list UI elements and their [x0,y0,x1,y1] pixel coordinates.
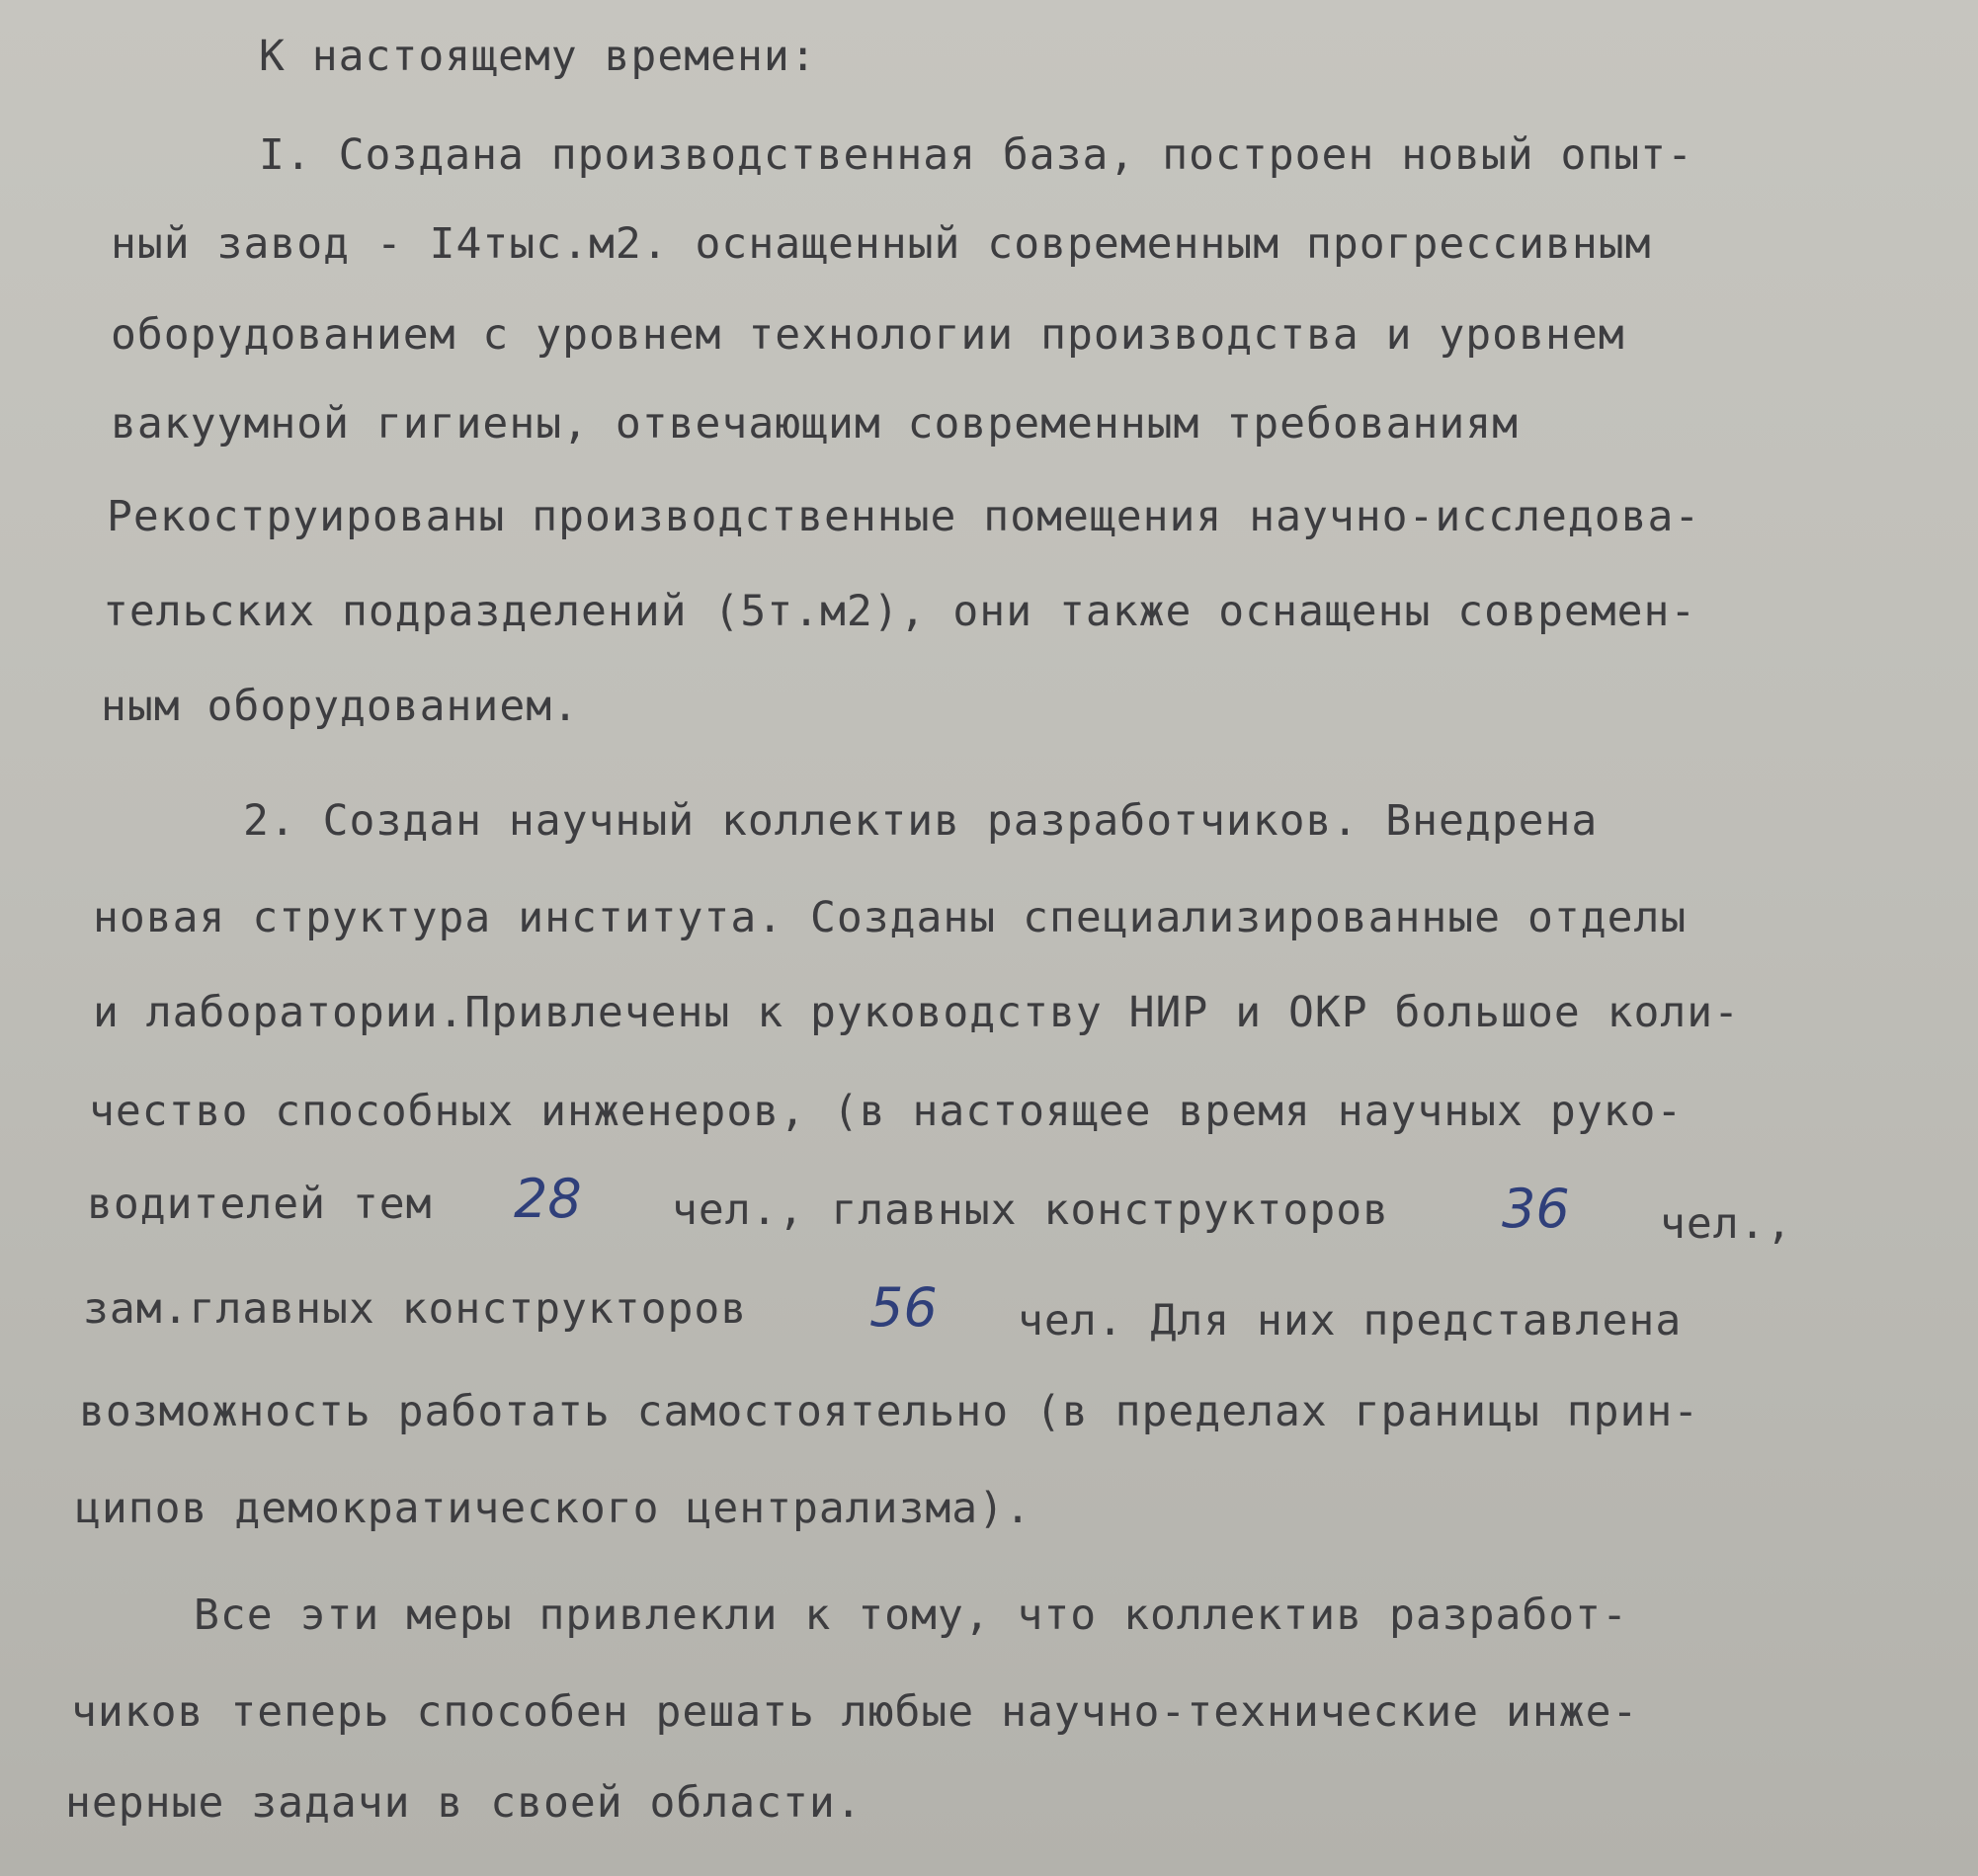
text-line: новая структура института. Созданы специализированные отделы [93,893,1688,942]
text-line: чел., [1660,1199,1793,1249]
text-line: зам.главных конструкторов [83,1284,748,1334]
text-line: К настоящему времени: [259,32,817,81]
text-line: I. Создана производственная база, построен новый опыт- [259,130,1693,180]
text-line: вакуумной гигиены, отвечающим современным требованиям [111,399,1520,449]
handwritten-number: 28 [514,1168,582,1230]
text-line: Все эти меры привлекли к тому, что коллектив разработ- [194,1591,1628,1640]
handwritten-number: 36 [1502,1178,1570,1240]
text-line: чел., главных конструкторов [672,1185,1389,1235]
handwritten-number: 56 [869,1276,938,1339]
text-line: тельских подразделений (5т.м2), они также оснащены современ- [103,587,1697,636]
text-line: чел. Для них представлена [1018,1296,1683,1346]
text-line: ципов демократического централизма). [75,1484,1031,1533]
text-line: ный завод - I4тыс.м2. оснащенный современным прогрессивным [111,219,1652,269]
text-line: и лаборатории.Привлечены к руководству НИР и ОКР большое коли- [93,988,1741,1037]
text-line: ным оборудованием. [101,682,579,731]
text-line: чиков теперь способен решать любые научно-технические инже- [71,1687,1639,1737]
text-line: чество способных инженеров, (в настоящее время научных руко- [89,1087,1684,1136]
text-line: 2. Создан научный коллектив разработчиков. Внедрена [243,796,1599,846]
text-line: нерные задачи в своей области. [65,1778,863,1828]
text-line: оборудованием с уровнем технологии производства и уровнем [111,310,1625,360]
text-line: Рекоструированы производственные помещения научно-исследова- [107,492,1701,541]
text-line: возможность работать самостоятельно (в пределах границы прин- [79,1387,1700,1436]
text-line: водителей тем [87,1180,433,1229]
